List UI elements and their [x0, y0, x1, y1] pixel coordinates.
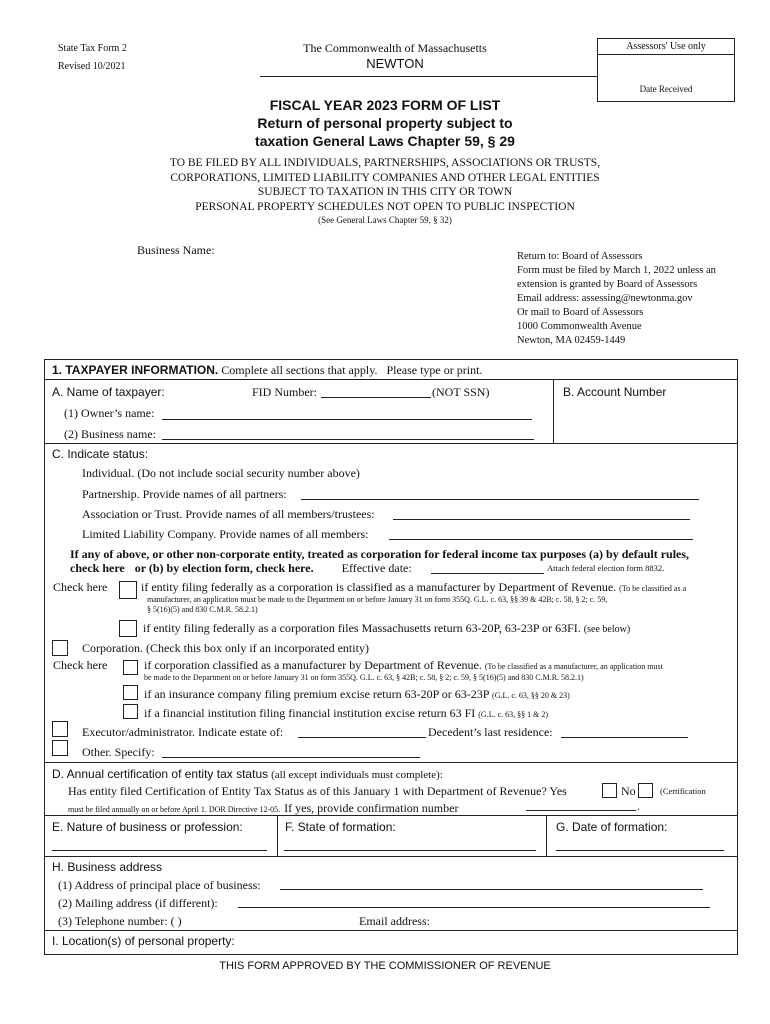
assessors-use-label: Assessors' Use only — [598, 39, 734, 55]
trustees-field[interactable] — [393, 506, 690, 520]
form-title — [185, 96, 585, 150]
mailing-address-field[interactable] — [238, 895, 710, 908]
llc-members-field[interactable] — [389, 526, 693, 540]
corp-manufacturer-note: (To be classified as a manufacturer, an application must — [484, 662, 663, 671]
corp-manufacturer-option — [144, 658, 663, 673]
section1-title: 1. TAXPAYER INFORMATION. — [52, 363, 219, 377]
fid-not-ssn-note: (NOT SSN) — [432, 385, 490, 399]
decedent-residence-label: Decedent’s last residence: — [428, 725, 553, 739]
street-line: 1000 Commonwealth Avenue — [517, 321, 642, 332]
return-to-block — [517, 250, 716, 348]
name-of-taxpayer-label: A. Name of taxpayer: — [52, 385, 165, 399]
manufacturer-note-2: manufacturer, an application must be made to the Department on or before January 31 on form 355Q. G.L. c. 63, §§ 39 & 42B; c. 58, § 2; c. 59, — [147, 595, 608, 604]
section1-note: Complete all sections that apply — [221, 363, 375, 377]
commonwealth-heading: The Commonwealth of Massachusetts — [303, 41, 487, 55]
business-address-label: H. Business address — [52, 860, 163, 874]
executor-option: Executor/administrator. Indicate estate of: — [82, 725, 284, 739]
attach-8832-note: Attach federal election form 8832. — [547, 563, 665, 573]
insurance-text: if an insurance company filing premium excise return 63-20P or 63-23P — [144, 687, 490, 701]
partners-field[interactable] — [301, 486, 699, 500]
other-option: Other. Specify: — [82, 745, 155, 759]
corporation-option: Corporation. (Check this box only if an incorporated entity) — [82, 641, 369, 655]
check-here-label-2: Check here — [53, 658, 108, 672]
corp-manufacturer-note-2: be made to the Department on or before January 31 on form 355Q. G.L. c. 63, § 42B; c. 58, § 2; c. 59, § 5(16)(5) and 830 C.M.R. 58.2.1) — [144, 673, 584, 682]
date-of-formation-field[interactable] — [556, 838, 724, 851]
section1-heading: 1. TAXPAYER INFORMATION. Complete all sections that apply. Please type or print. — [52, 363, 483, 377]
fid-number-label: FID Number: — [252, 385, 317, 399]
footer-approval: THIS FORM APPROVED BY THE COMMISSIONER OF REVENUE — [219, 960, 551, 972]
executor-checkbox[interactable] — [52, 721, 68, 737]
assessors-use-box — [597, 38, 735, 102]
certification-question: Has entity filed Certification of Entity Tax Status as of this January 1 with Department of Revenue? Yes — [68, 784, 567, 798]
insurance-note: (G.L. c. 63, §§ 20 & 23) — [492, 691, 570, 700]
see-below-note: (see below) — [583, 624, 631, 635]
manufacturer-note-3: § 5(16)(5) and 830 C.M.R. 58.2.1) — [147, 605, 258, 614]
return-to-line: Return to: Board of Assessors — [517, 251, 643, 262]
owner-name-field[interactable] — [162, 406, 532, 420]
city-line: Newton, MA 02459-1449 — [517, 335, 626, 346]
financial-note: (G.L. c. 63, §§ 1 & 2) — [478, 710, 549, 719]
email-line: Email address: assessing@newtonma.gov — [517, 293, 693, 304]
principal-address-field[interactable] — [280, 877, 703, 890]
telephone-label: (3) Telephone number: ( ) — [58, 914, 182, 928]
manufacturer-option — [141, 580, 686, 595]
non-corporate-notice: If any of above, or other non-corporate entity, treated as corporation for federal income tax purposes (a) by default rules, — [70, 547, 690, 561]
mail-line: Or mail to Board of Assessors — [517, 307, 644, 318]
certification-no-checkbox[interactable] — [638, 783, 653, 798]
corporation-checkbox[interactable] — [52, 640, 68, 656]
header-rule — [260, 76, 598, 77]
account-number-label: B. Account Number — [563, 385, 667, 399]
extension-line: extension is granted by Board of Assessors — [517, 279, 698, 290]
form-id: State Tax Form 2 — [58, 43, 127, 54]
notice-line-4: PERSONAL PROPERTY SCHEDULES NOT OPEN TO PUBLIC INSPECTION — [195, 200, 575, 213]
dor-directive-note: must be filed annually on or before April 1. DOR Directive 12-05. — [68, 805, 281, 814]
state-of-formation-label: F. State of formation: — [285, 820, 396, 834]
annual-certification-heading — [52, 767, 443, 782]
insurance-option — [144, 687, 570, 702]
notice-line-3: SUBJECT TO TAXATION IN THIS CITY OR TOWN — [257, 186, 513, 198]
other-checkbox[interactable] — [52, 740, 68, 756]
title-line-1: FISCAL YEAR 2023 FORM OF LIST — [269, 97, 501, 113]
individual-option: Individual. (Do not include social security number above) — [82, 466, 360, 480]
annual-certification-label: D. Annual certification of entity tax status — [52, 767, 269, 781]
financial-option — [144, 706, 548, 721]
manufacturer-text: if entity filing federally as a corporation is classified as a manufacturer by Department of Revenue. — [141, 580, 617, 594]
fid-number-field[interactable] — [321, 385, 431, 398]
corp-manufacturer-checkbox[interactable] — [123, 660, 138, 675]
partnership-option: Partnership. Provide names of all partners: — [82, 487, 287, 501]
revised-date: Revised 10/2021 — [58, 61, 126, 72]
non-corporate-line-2 — [70, 561, 412, 576]
other-specify-field[interactable] — [162, 744, 420, 758]
ma-return-checkbox[interactable] — [119, 620, 137, 637]
notice-line-2: CORPORATIONS, LIMITED LIABILITY COMPANIES AND OTHER LEGAL ENTITIES — [170, 171, 600, 184]
property-location-label: I. Location(s) of personal property: — [52, 934, 235, 948]
notice-line-1: TO BE FILED BY ALL INDIVIDUALS, PARTNERSHIPS, ASSOCIATIONS OR TRUSTS, — [169, 157, 601, 169]
financial-text: if a financial institution filing financial institution excise return 63 FI — [144, 706, 476, 720]
mailing-address-label: (2) Mailing address (if different): — [58, 896, 218, 910]
insurance-checkbox[interactable] — [123, 685, 138, 700]
ma-return-option — [143, 621, 630, 636]
effective-date-label: Effective date: — [341, 561, 412, 575]
decedent-residence-field[interactable] — [561, 724, 688, 738]
check-election-label: or (b) by election form, check here. — [134, 561, 314, 575]
email-address-label: Email address: — [359, 914, 430, 928]
deadline-line: Form must be filed by March 1, 2022 unless an — [517, 265, 716, 276]
principal-address-label: (1) Address of principal place of business: — [58, 878, 261, 892]
confirmation-number-field[interactable] — [526, 798, 636, 811]
certification-note: (Certification — [660, 786, 706, 796]
check-default-label: check here — [70, 561, 125, 575]
business-name-2-label: (2) Business name: — [64, 427, 156, 441]
business-name-label: Business Name: — [137, 243, 215, 257]
notice-line-5: (See General Laws Chapter 59, § 32) — [318, 215, 452, 225]
llc-option: Limited Liability Company. Provide names of all members: — [82, 527, 369, 541]
manufacturer-note-start: (To be classified as a — [619, 584, 687, 593]
effective-date-field[interactable] — [431, 561, 544, 574]
city-name: NEWTON — [366, 56, 424, 71]
certification-no-label: No — [621, 784, 636, 798]
corp-manufacturer-text: if corporation classified as a manufacturer by Department of Revenue. — [144, 658, 482, 672]
date-received-label: Date Received — [639, 84, 693, 94]
confirmation-number-label: If yes, provide confirmation number — [284, 801, 459, 815]
nature-of-business-field[interactable] — [52, 838, 267, 851]
estate-of-field[interactable] — [298, 724, 426, 738]
owner-name-label: (1) Owner’s name: — [64, 406, 155, 420]
indicate-status-label: C. Indicate status: — [52, 447, 149, 461]
section1-note-2: Please type or print. — [386, 363, 483, 377]
state-of-formation-field[interactable] — [284, 838, 536, 851]
certification-yes-checkbox[interactable] — [602, 783, 617, 798]
date-of-formation-label: G. Date of formation: — [556, 820, 668, 834]
check-here-label-1: Check here — [53, 580, 108, 594]
ma-return-text: if entity filing federally as a corporation files Massachusetts return 63-20P, 63-23P or 63FI. — [143, 621, 581, 635]
business-name-field[interactable] — [162, 426, 534, 440]
nature-of-business-label: E. Nature of business or profession: — [52, 820, 243, 834]
financial-checkbox[interactable] — [123, 704, 138, 719]
manufacturer-checkbox[interactable] — [119, 581, 137, 599]
title-line-3: taxation General Laws Chapter 59, § 29 — [255, 133, 515, 149]
title-line-2: Return of personal property subject to — [257, 115, 513, 131]
association-option: Association or Trust. Provide names of all members/trustees: — [82, 507, 375, 521]
filing-notice — [100, 156, 670, 226]
annual-certification-note: (all except individuals must complete): — [271, 769, 443, 781]
